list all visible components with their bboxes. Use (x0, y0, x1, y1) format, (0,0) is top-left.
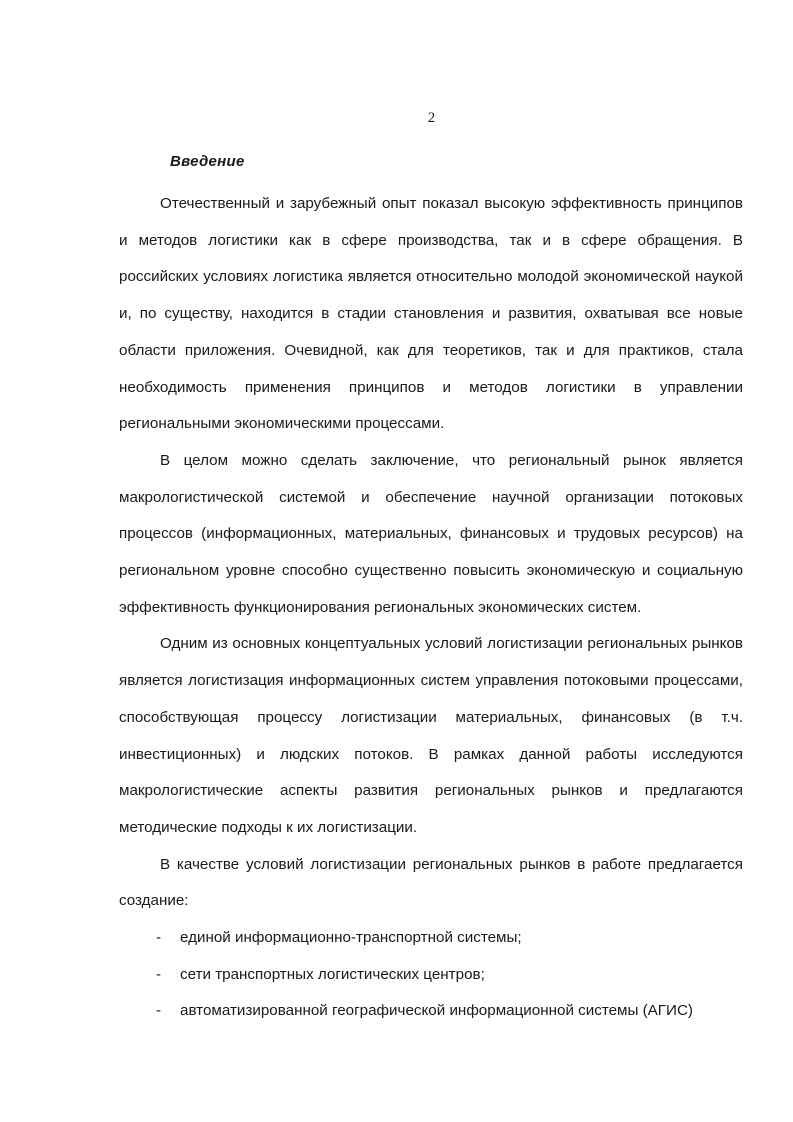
list-item-text: сети транспортных логистических центров; (180, 965, 485, 983)
body-text (119, 186, 743, 1030)
list-item (119, 993, 743, 1030)
list-marker: - (156, 965, 162, 983)
paragraph: Одним из основных концептуальных условий логистизации региональных рынков является логистизация информационных систем управления потоковыми процессами, способствующая процессу логистизации материальных, финансовых (в т.ч. инвестиционных) и людских потоков. В рамках данной работы исследуются макрологистические аспекты развития региональных рынков и предлагаются методические подходы к их логистизации. (119, 635, 743, 836)
paragraph: В качестве условий логистизации региональных рынков в работе предлагается создание: (119, 855, 743, 910)
conditions-list (119, 920, 743, 1030)
page-number: 2 (427, 110, 436, 126)
paragraph: В целом можно сделать заключение, что региональный рынок является макрологистической системой и обеспечение научной организации потоковых процессов (информационных, материальных, финансовых и трудовых ресурсов) на региональном уровне способно существенно повысить экономическую и социальную эффективность функционирования региональных экономических систем. (119, 451, 743, 616)
list-item-text: единой информационно-транспортной системы; (180, 929, 522, 947)
list-item (119, 957, 743, 994)
list-marker: - (156, 1002, 162, 1020)
list-marker: - (156, 929, 162, 947)
section-heading: Введение (170, 153, 245, 170)
paragraph: Отечественный и зарубежный опыт показал высокую эффективность принципов и методов логистики как в сфере производства, так и в сфере обращения. В российских условиях логистика является относительно молодой экономической наукой и, по существу, находится в стадии становления и развития, охватывая все новые области приложения. Очевидной, как для теоретиков, так и для практиков, стала необходимость применения принципов и методов логистики в управлении региональными экономическими процессами. (119, 195, 743, 433)
list-item (119, 920, 743, 957)
list-item-text: автоматизированной географической информационной системы (АГИС) (180, 1002, 693, 1020)
